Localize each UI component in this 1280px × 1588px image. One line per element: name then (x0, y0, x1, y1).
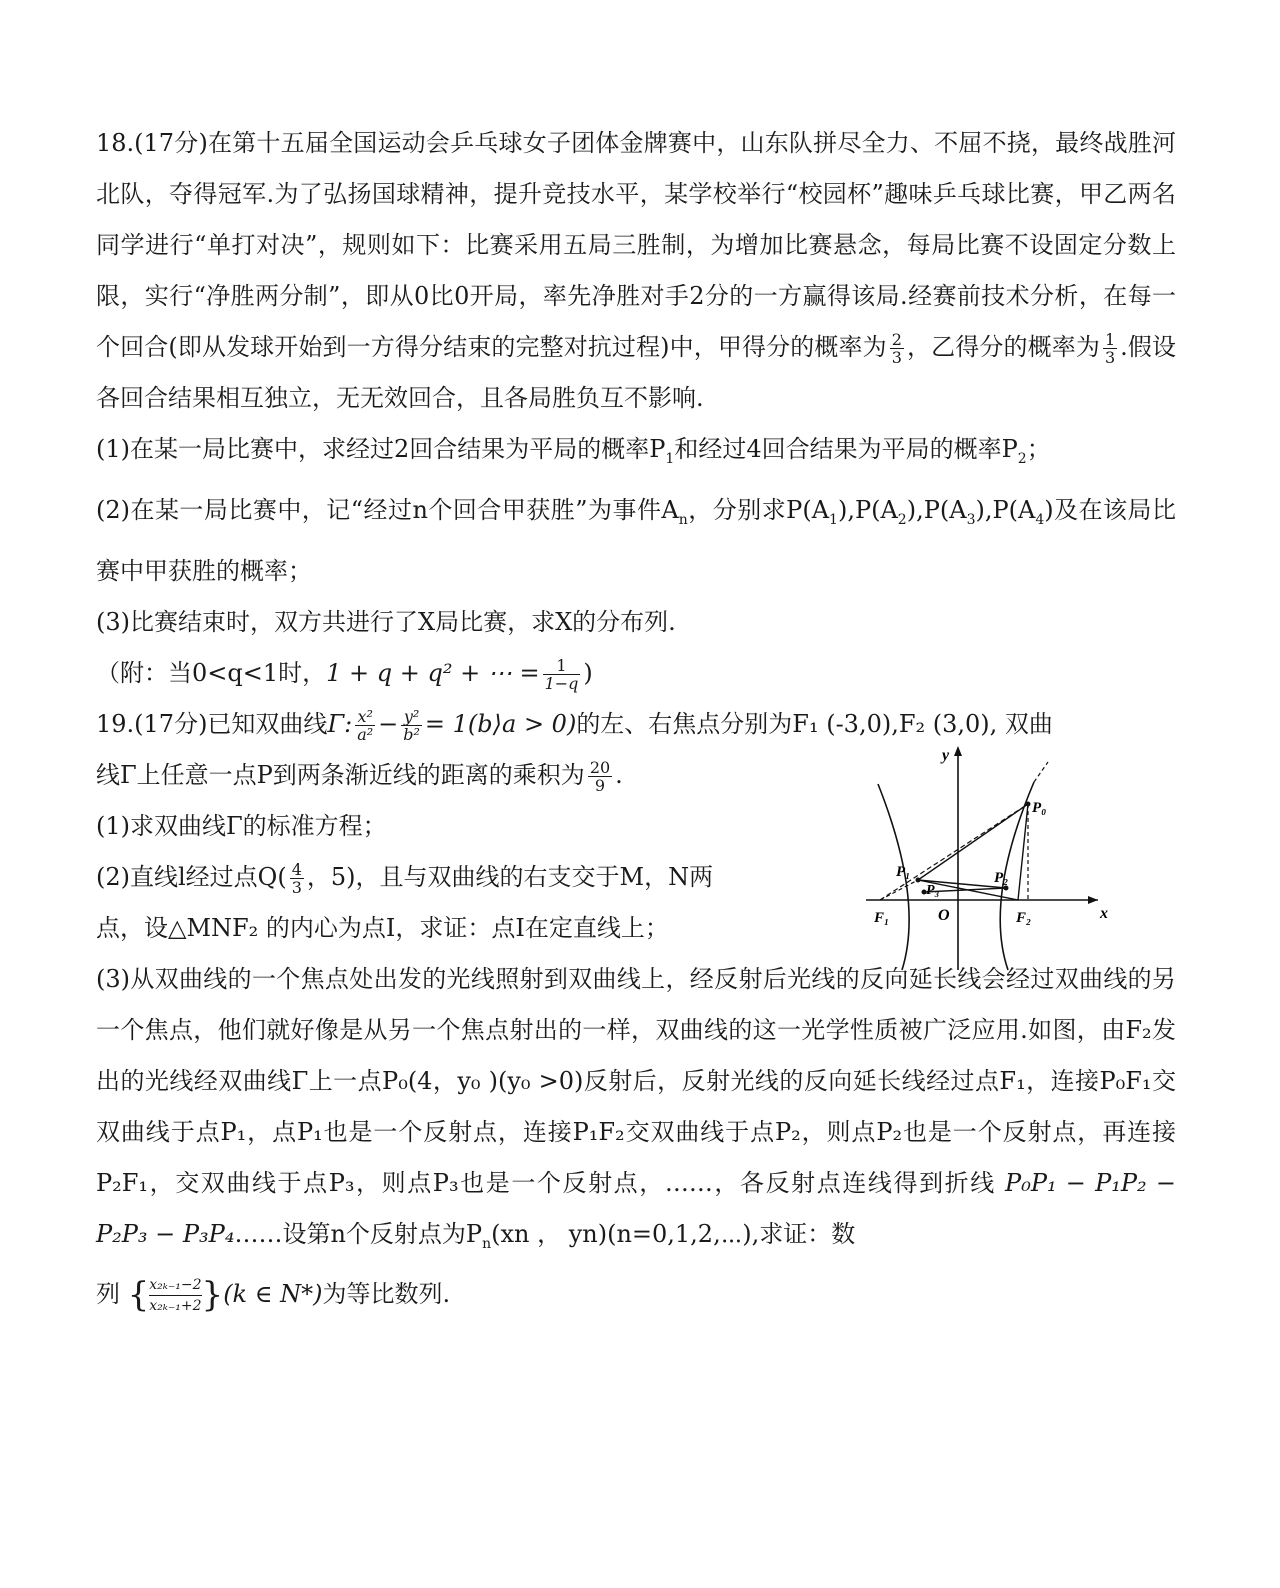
q19-gamma-label: Γ: (327, 709, 353, 738)
q18-prob-yi-den: 3 (1104, 348, 1116, 367)
y-axis-arrow (954, 746, 962, 756)
q19-seq-text-c: 为等比数列. (322, 1280, 451, 1309)
q19-polyline: P₀P₁ − P₁P₂ − P₂P₃ − P₃P₄ (96, 1168, 1176, 1248)
point-p0 (1026, 801, 1031, 806)
q18-part1-text-a: (1)在某一局比赛中，求经过2回合结果为平局的概率P (96, 435, 666, 463)
q19-product-num: 20 (589, 757, 611, 777)
q18-prob-jia-den: 3 (891, 348, 902, 367)
exam-page (96, 118, 1176, 1321)
q19-q-den: 3 (291, 877, 302, 897)
q19-line2-text-a: 线Γ上任意一点P到两条渐近线的距离的乘积为 (96, 760, 585, 789)
q18-stem (96, 118, 1176, 424)
q19-sequence (96, 1269, 1176, 1321)
q18-part2-sub-3: 3 (966, 511, 976, 528)
q19-seq-left-brace: { (127, 1275, 150, 1316)
point-p1 (916, 877, 921, 882)
label-x: x (1100, 904, 1108, 922)
q19-part2-line2: 点，设△MNF₂ 的内心为点I，求证：点I在定直线上； (96, 913, 669, 942)
q18-note-frac-num: 1 (543, 657, 581, 675)
q19-frac-x-num: x² (355, 708, 375, 726)
q19-head: 19.(17分)已知双曲线Γ: $\frac{\text{x²}}{\text{a²}}$ − $\frac{\text{y²}}{\text{b²}}$ = 1(b⟩a > 0)的左、右焦点分别为F₁ (-3,0),F₂ (3,0), 双曲 (96, 706, 1053, 744)
q18-part1-sub1: 1 (665, 450, 675, 467)
q19-product-den: 9 (594, 775, 606, 795)
q19-frac-y-num: y² (401, 708, 422, 726)
label-p1: P₁ (896, 863, 911, 880)
q18-prob-jia-num: 2 (891, 330, 902, 349)
q19-figure-block (96, 746, 1176, 954)
q19-part2-text-b: ，5)，且与双曲线的右支交于M，N两 (306, 862, 714, 891)
q19-part2-text-a: (2)直线l经过点Q( (96, 862, 287, 891)
q18-prob-yi-num: 1 (1104, 330, 1116, 349)
q18-prob-yi (1103, 331, 1117, 366)
q19-frac-y (401, 708, 422, 743)
q19-product-frac (588, 759, 612, 794)
q19-seq-top: x₂ₖ₋₁−2 (149, 1275, 201, 1296)
q18-part2-sub-2: 2 (897, 511, 907, 528)
q19-gamma-eq: = 1(b⟩a > 0) (424, 709, 577, 738)
q19-part3-text-a: (3)从双曲线的一个焦点处出发的光线照射到双曲线上，经反射后光线的反向延长线会经过双曲线的另一个焦点，他们就好像是从另一个焦点射出的一样，双曲线的这一光学性质被广泛应用.如图，由F₂发出的光线经双曲线Γ上一点P₀(4，y₀ )(y₀ >0)反射后，反射光线的反向延长线经过点F₁，连接P₀F₁交双曲线于点P₁，点P₁也是一个反射点，连接P₁F₂交双曲线于点P₂，则点P₂也是一个反射点，再连接P₂F₁，交双曲线于点P₃，则点P₃也是一个反射点，……，各反射点连线得到折线 (96, 964, 1176, 1197)
label-p0: P₀ (1032, 799, 1047, 816)
q19-seq-right-brace: } (201, 1275, 224, 1316)
q19-frac-y-den: b² (403, 724, 420, 744)
q19-frac-x-den: a² (357, 724, 374, 744)
q18-part1-text-c: ； (1026, 435, 1051, 463)
q19-frac-x (355, 708, 375, 743)
q19-part1: (1)求双曲线Γ的标准方程； (96, 811, 387, 840)
q18-stem-text-c: .假设各回合结果相互独立，无无效回合，且各局胜负互不影响. (96, 333, 1177, 412)
q19-q-num: 4 (291, 859, 302, 879)
q18-prob-jia (890, 331, 904, 366)
q19-part3-text-c: (xn ， yn)(n=0,1,2,⋯),求证：数 (491, 1219, 856, 1248)
q18-part1 (96, 424, 1176, 485)
q19-seq-condition: (k ∈ N*) (223, 1280, 323, 1309)
label-o: O (938, 906, 950, 924)
q19-pn-sub: n (482, 1235, 492, 1252)
q18-part2-sub-n: n (678, 511, 688, 528)
q19-line2-text-b: . (615, 760, 623, 789)
line-f1-p1 (880, 880, 918, 900)
label-p2: P₂ (994, 869, 1009, 886)
hyperbola-figure (866, 742, 1176, 972)
q19-part3-text-b: ……设第n个反射点为P (234, 1219, 483, 1248)
q19-seq-bottom: x₂ₖ₋₁+2 (149, 1298, 202, 1315)
q18-note-text-a: （附：当0<q<1时， (96, 658, 327, 687)
ray-p0-p1 (918, 804, 1028, 880)
label-f2: F₂ (1016, 909, 1032, 926)
q19-seq-text-a: 列 (96, 1280, 120, 1309)
q18-stem-text-a: 18.(17分)在第十五届全国运动会乒乓球女子团体金牌赛中，山东队拼尽全力、不屈不挠，最终战胜河北队，夺得冠军.为了弘扬国球精神，提升竞技水平，某学校举行“校园杯”趣味乒乓球比赛，甲乙两名同学进行“单打对决”，规则如下：比赛采用五局三胜制，为增加比赛悬念，每局比赛不设固定分数上限，实行“净胜两分制”，即从0比0开局，率先净胜对手2分的一方赢得该局.经赛前技术分析，在每一个回合(即从发球开始到一方得分结束的完整对抗过程)中，甲得分的概率为 (96, 129, 1176, 361)
q18-note-formula: 1 + q + q² + ⋯ = (326, 658, 540, 687)
q18-part2-text-a: (2)在某一局比赛中，记“经过n个回合甲获胜”为事件A (96, 495, 679, 524)
q18-stem-text-b: ，乙得分的概率为 (906, 333, 1100, 361)
q19-seq-stack (149, 1275, 201, 1316)
q19-part3 (96, 954, 1176, 1270)
q18-part2-sub-4: 4 (1035, 511, 1045, 528)
q18-part2-text-c: 及在该局比赛中甲获胜的概率； (96, 495, 1177, 585)
point-p2 (1004, 885, 1009, 890)
q18-part2-sub-1: 1 (829, 511, 838, 528)
q18-part2: (2)在某一局比赛中，记“经过n个回合甲获胜”为事件$A_n$，分别求$P(A_1),P(A_2),P(A_3),P(A_4)$及在该局比赛中甲获胜的概率； (96, 495, 1177, 585)
q18-note-text-b: ) (583, 658, 593, 687)
q19-q-frac (290, 861, 304, 896)
q18-part2-text-b: ，分别求P(A (687, 495, 830, 524)
label-f1: F₁ (874, 909, 890, 926)
hyperbola-right-ext (1034, 762, 1048, 782)
q18-part1-text-b: 和经过4回合结果为平局的概率P (674, 435, 1018, 463)
q18-note (96, 648, 1176, 699)
q18-part1-sub2: 2 (1017, 450, 1027, 467)
label-p3: P₃ (926, 882, 940, 898)
label-y: y (942, 746, 950, 764)
q18-note-frac-den: 1−q (544, 673, 579, 693)
q18-part3: (3)比赛结束时，双方共进行了X局比赛，求X的分布列. (96, 607, 676, 636)
q19-head-text-b: 的左、右焦点分别为F₁ (-3,0),F₂ (3,0), 双曲 (576, 709, 1053, 738)
q18-note-frac (543, 657, 581, 692)
q19-head-text: 19.(17分)已知双曲线 (96, 709, 328, 738)
x-axis-arrow (1088, 896, 1098, 904)
